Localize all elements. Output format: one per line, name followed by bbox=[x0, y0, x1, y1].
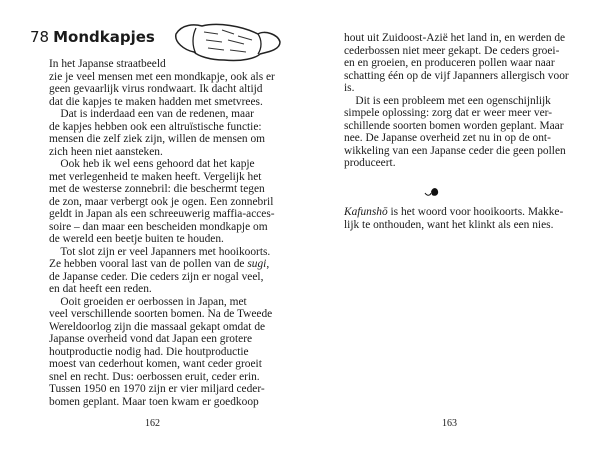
text-line: zich heen niet aansteken. bbox=[49, 145, 163, 158]
text-line: is. bbox=[344, 82, 355, 94]
fleuron-icon bbox=[424, 186, 440, 198]
text-line: Wereldoorlog zijn die massaal gekapt omdat de bbox=[49, 320, 266, 333]
text-line: lijk te onthouden, want het klinkt als een nies. bbox=[344, 218, 554, 231]
text-line: Dit is een probleem met een ogenschijnlijk bbox=[344, 94, 551, 107]
text-segment: Ze hebben vooral last van de pollen van de bbox=[49, 258, 248, 270]
text-line: Japanse overheid vond dat Japan een grotere bbox=[49, 333, 253, 345]
chapter-heading bbox=[30, 28, 155, 46]
text-line: moest van cederhout komen, want ceder groeit bbox=[49, 358, 262, 370]
text-line: veel verschillende soorten bomen. Na de Tweede bbox=[49, 308, 273, 320]
text-line: nee. De Japanse overheid zet nu in op de ont- bbox=[344, 132, 551, 144]
text-segment: , bbox=[266, 258, 270, 270]
text-line: en en groeien, en produceren pollen waar naar bbox=[344, 57, 555, 69]
text-line: de wereld een beetje buiten te houden. bbox=[49, 233, 224, 245]
text-line: dat die kapjes te maken hadden met smetvrees. bbox=[49, 95, 263, 108]
text-line: Dat is inderdaad een van de redenen, maar bbox=[49, 108, 254, 120]
text-line: Ooit groeiden er oerbossen in Japan, met bbox=[49, 295, 247, 308]
text-line: houtproductie nodig had. Die houtproductie bbox=[49, 345, 249, 358]
text-line: wikkeling van een Japanse ceder die geen pollen bbox=[344, 144, 566, 157]
text-line: met de westerse zonnebril: die beschermt tegen bbox=[49, 183, 265, 195]
text-line: zie je veel mensen met een mondkapje, ook als er bbox=[49, 70, 275, 83]
text-line: met verlegenheid te maken heeft. Vergelijk het bbox=[49, 170, 262, 183]
text-line: Tot slot zijn er veel Japanners met hooikoorts. bbox=[49, 245, 271, 258]
text-line: de kapjes hebben ook een altruïstische functie: bbox=[49, 120, 262, 133]
text-line: hout uit Zuidoost-Azië het land in, en werden de bbox=[344, 32, 566, 44]
page-number: 162 bbox=[145, 418, 160, 429]
text-line: schillende soorten bomen worden geplant. Maar bbox=[344, 119, 564, 132]
text-line: In het Japanse straatbeeld bbox=[49, 58, 166, 70]
text-line: cederbossen niet meer gekapt. De ceders groei- bbox=[344, 44, 560, 57]
text-line: is het woord voor hooikoorts. Makke- bbox=[387, 206, 564, 218]
body-text bbox=[49, 58, 275, 408]
italic-term: sugi bbox=[247, 258, 267, 270]
text-line: soire – dan maar een bescheiden mondkapje om bbox=[49, 220, 268, 233]
text-line: en dat heeft een reden. bbox=[49, 283, 152, 295]
text-line: Ook heb ik wel eens gehoord dat het kapje bbox=[49, 158, 255, 170]
text-line: snel en recht. Dus: oerbossen eruit, ceder erin. bbox=[49, 370, 260, 383]
chapter-number: 78 bbox=[30, 28, 50, 46]
right-page bbox=[300, 0, 600, 450]
chapter-title: Mondkapjes bbox=[53, 28, 155, 46]
text-line bbox=[49, 258, 275, 271]
text-line: schatting één op de vijf Japanners allergisch voor bbox=[344, 69, 569, 82]
body-text bbox=[344, 32, 569, 170]
text-line: geen gevaarlijk virus rondwaart. Ik dacht altijd bbox=[49, 83, 263, 95]
text-line: mensen die zelf ziek zijn, willen de mensen om bbox=[49, 133, 266, 145]
text-line: Tussen 1950 en 1970 zijn er vier miljard ceder- bbox=[49, 383, 265, 395]
text-line: geldt in Japan als een schreeuwerig maffia-acces- bbox=[49, 208, 275, 220]
text-line: bomen geplant. Maar toen kwam er goedkoop bbox=[49, 395, 259, 408]
page-number: 163 bbox=[442, 418, 457, 429]
closing-note bbox=[344, 206, 563, 231]
text-line: de zon, maar verbergt ook je ogen. Een zonnebril bbox=[49, 195, 274, 208]
text-line: de Japanse ceder. Die ceders zijn er nogal veel, bbox=[49, 270, 264, 283]
text-line: simpele oplossing: zorg dat er weer meer ver- bbox=[344, 107, 553, 119]
italic-term: Kafunshō bbox=[344, 206, 388, 218]
text-line: produceert. bbox=[344, 157, 396, 169]
